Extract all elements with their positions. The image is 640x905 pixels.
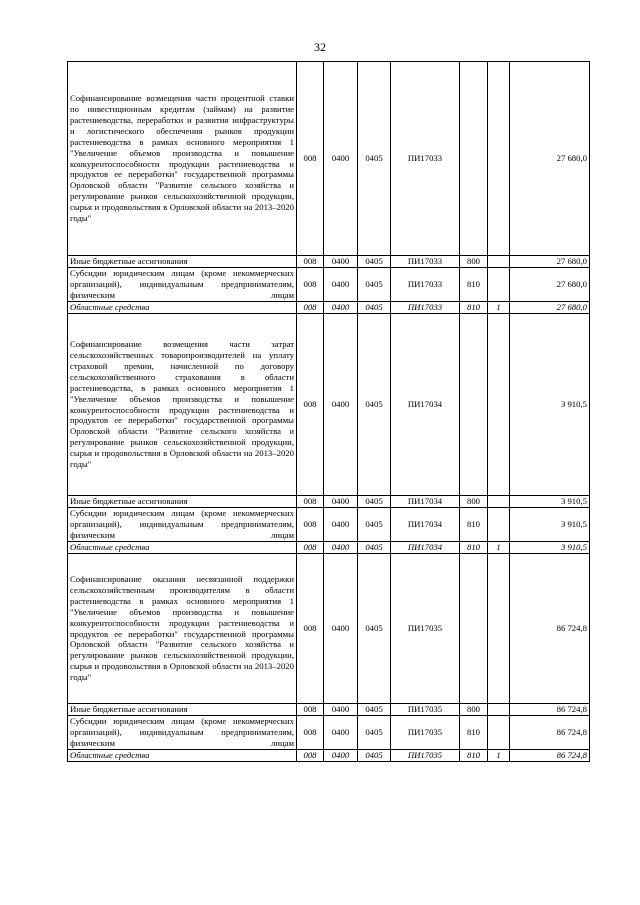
row-subsection-code: 0405 — [358, 716, 391, 750]
row-expense-type: 810 — [460, 750, 488, 762]
row-expense-type: 810 — [460, 302, 488, 314]
row-ministry-code: 008 — [297, 302, 324, 314]
row-ministry-code: 008 — [297, 256, 324, 268]
row-expense-type — [460, 554, 488, 704]
row-amount: 3 910,5 — [510, 508, 590, 542]
row-section-code: 0400 — [324, 302, 358, 314]
row-name: Софинансирование оказания несвязанной поддержки сельскохозяйственным производителям в области растениеводства в рамках основного мероприятия 1 "Увеличение объемов производства и повышение конкурентоспособности продукции растениеводства и продуктов ее переработки" государственной программы Орловской области "Развитие сельского хозяйства и регулирование рынков сельскохозяйственной продукции, сырья и продовольствия в Орловской области на 2013–2020 годы" — [68, 554, 297, 704]
row-target-article: ПИ17033 — [391, 268, 460, 302]
row-target-article: ПИ17034 — [391, 496, 460, 508]
page-number: 32 — [314, 40, 326, 54]
row-funding-source — [488, 554, 510, 704]
row-target-article: ПИ17033 — [391, 302, 460, 314]
row-subsection-code: 0405 — [358, 554, 391, 704]
row-funding-source — [488, 314, 510, 496]
row-target-article: ПИ17033 — [391, 62, 460, 256]
row-section-code: 0400 — [324, 496, 358, 508]
row-amount: 27 680,0 — [510, 62, 590, 256]
row-section-code: 0400 — [324, 716, 358, 750]
table-row — [68, 62, 590, 256]
row-expense-type: 810 — [460, 508, 488, 542]
row-subsection-code: 0405 — [358, 314, 391, 496]
table-row — [68, 302, 590, 314]
row-subsection-code: 0405 — [358, 62, 391, 256]
row-ministry-code: 008 — [297, 554, 324, 704]
row-amount: 27 680,0 — [510, 302, 590, 314]
row-amount: 27 680,0 — [510, 268, 590, 302]
row-funding-source: 1 — [488, 302, 510, 314]
table-row — [68, 314, 590, 496]
row-ministry-code: 008 — [297, 496, 324, 508]
row-subsection-code: 0405 — [358, 256, 391, 268]
row-ministry-code: 008 — [297, 314, 324, 496]
row-target-article: ПИ17035 — [391, 750, 460, 762]
row-name: Иные бюджетные ассигнования — [68, 256, 297, 268]
row-section-code: 0400 — [324, 62, 358, 256]
row-name: Областные средства — [68, 750, 297, 762]
row-target-article: ПИ17035 — [391, 704, 460, 716]
row-section-code: 0400 — [324, 554, 358, 704]
row-expense-type: 810 — [460, 716, 488, 750]
row-subsection-code: 0405 — [358, 750, 391, 762]
row-name: Субсидии юридическим лицам (кроме некоммерческих организаций), индивидуальным предпринимателям, физическим лицам — [68, 508, 297, 542]
row-name: Субсидии юридическим лицам (кроме некоммерческих организаций), индивидуальным предпринимателям, физическим лицам — [68, 716, 297, 750]
row-target-article: ПИ17034 — [391, 508, 460, 542]
row-section-code: 0400 — [324, 314, 358, 496]
row-name: Областные средства — [68, 542, 297, 554]
row-subsection-code: 0405 — [358, 268, 391, 302]
row-funding-source — [488, 716, 510, 750]
table-row — [68, 542, 590, 554]
row-funding-source: 1 — [488, 750, 510, 762]
row-funding-source — [488, 704, 510, 716]
row-ministry-code: 008 — [297, 508, 324, 542]
table-row — [68, 554, 590, 704]
row-amount: 86 724,8 — [510, 554, 590, 704]
row-section-code: 0400 — [324, 268, 358, 302]
row-funding-source: 1 — [488, 542, 510, 554]
row-name: Областные средства — [68, 302, 297, 314]
table-row — [68, 508, 590, 542]
budget-table — [67, 61, 590, 762]
row-expense-type — [460, 314, 488, 496]
row-ministry-code: 008 — [297, 750, 324, 762]
row-ministry-code: 008 — [297, 268, 324, 302]
row-amount: 27 680,0 — [510, 256, 590, 268]
row-target-article: ПИ17033 — [391, 256, 460, 268]
row-amount: 3 910,5 — [510, 314, 590, 496]
row-name: Иные бюджетные ассигнования — [68, 704, 297, 716]
row-subsection-code: 0405 — [358, 496, 391, 508]
table-row — [68, 716, 590, 750]
row-expense-type: 800 — [460, 496, 488, 508]
row-amount: 3 910,5 — [510, 542, 590, 554]
row-funding-source — [488, 62, 510, 256]
row-expense-type: 810 — [460, 268, 488, 302]
row-subsection-code: 0405 — [358, 508, 391, 542]
table-row — [68, 256, 590, 268]
table-row — [68, 496, 590, 508]
table-row — [68, 268, 590, 302]
table-row — [68, 750, 590, 762]
row-funding-source — [488, 268, 510, 302]
row-funding-source — [488, 496, 510, 508]
row-subsection-code: 0405 — [358, 542, 391, 554]
row-amount: 3 910,5 — [510, 496, 590, 508]
row-subsection-code: 0405 — [358, 704, 391, 716]
row-section-code: 0400 — [324, 508, 358, 542]
row-ministry-code: 008 — [297, 62, 324, 256]
row-ministry-code: 008 — [297, 704, 324, 716]
row-target-article: ПИ17035 — [391, 554, 460, 704]
row-name: Иные бюджетные ассигнования — [68, 496, 297, 508]
row-funding-source — [488, 256, 510, 268]
row-target-article: ПИ17034 — [391, 542, 460, 554]
row-expense-type — [460, 62, 488, 256]
row-subsection-code: 0405 — [358, 302, 391, 314]
row-name: Субсидии юридическим лицам (кроме некоммерческих организаций), индивидуальным предпринимателям, физическим лицам — [68, 268, 297, 302]
budget-table-body — [68, 62, 590, 762]
row-target-article: ПИ17035 — [391, 716, 460, 750]
table-row — [68, 704, 590, 716]
row-ministry-code: 008 — [297, 542, 324, 554]
row-section-code: 0400 — [324, 750, 358, 762]
row-expense-type: 800 — [460, 256, 488, 268]
row-name: Софинансирование возмещения части затрат сельскохозяйственных товаропроизводителей на уплату страховой премии, начисленной по договору сельскохозяйственного страхования в области растениеводства, в рамках основного мероприятия 1 "Увеличение объемов производства и повышение конкурентоспособности продукции растениеводства и продуктов ее переработки" государственной программы Орловской области "Развитие сельского хозяйства и регулирование рынков сельскохозяйственной продукции, сырья и продовольствия в Орловской области на 2013–2020 годы" — [68, 314, 297, 496]
row-expense-type: 810 — [460, 542, 488, 554]
row-section-code: 0400 — [324, 256, 358, 268]
row-amount: 86 724,8 — [510, 704, 590, 716]
row-section-code: 0400 — [324, 542, 358, 554]
row-ministry-code: 008 — [297, 716, 324, 750]
row-amount: 86 724,8 — [510, 750, 590, 762]
row-expense-type: 800 — [460, 704, 488, 716]
row-name: Софинансирование возмещения части процентной ставки по инвестиционным кредитам (займам) на развитие растениеводства, переработки и развития инфраструктуры и логистического обеспечения рынков продукции растениеводства в рамках основного мероприятия 1 "Увеличение объемов производства и повышение конкурентоспособности продукции растениеводства и продуктов ее переработки" государственной программы Орловской области "Развитие сельского хозяйства и регулирование рынков сельскохозяйственной продукции, сырья и продовольствия в Орловской области на 2013–2020 годы" — [68, 62, 297, 256]
row-section-code: 0400 — [324, 704, 358, 716]
row-funding-source — [488, 508, 510, 542]
row-amount: 86 724,8 — [510, 716, 590, 750]
row-target-article: ПИ17034 — [391, 314, 460, 496]
